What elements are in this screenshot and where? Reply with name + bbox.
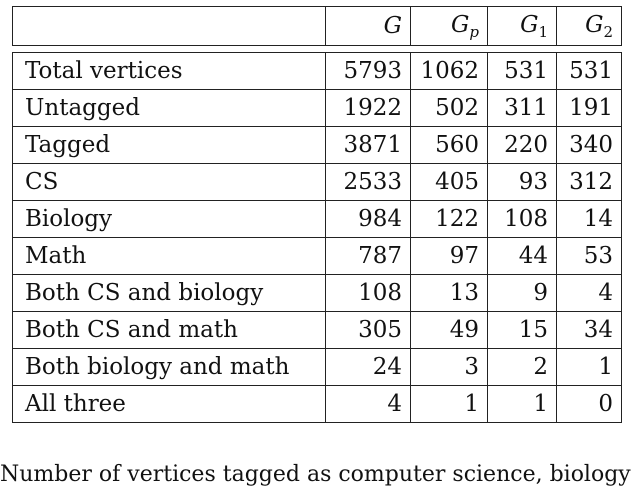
table-row (13, 90, 622, 127)
cell-g1: 9 (488, 275, 557, 312)
cell-gp: 560 (411, 127, 488, 164)
header-g2-subscript: 2 (603, 22, 613, 41)
cell-g2: 34 (557, 312, 622, 349)
cell-g: 2533 (326, 164, 411, 201)
table-row (13, 127, 622, 164)
cell-g1: 1 (488, 386, 557, 423)
cell-gp: 1 (411, 386, 488, 423)
header-gp (411, 7, 488, 46)
header-g1-symbol: G (520, 11, 539, 38)
cell-g1: 44 (488, 238, 557, 275)
cell-g2: 340 (557, 127, 622, 164)
cell-g2: 53 (557, 238, 622, 275)
row-label: Both CS and math (13, 312, 326, 349)
row-label: Both biology and math (13, 349, 326, 386)
header-g1-subscript: 1 (538, 22, 548, 41)
header-g1 (488, 7, 557, 46)
header-gp-subscript: p (469, 22, 479, 41)
table-row (13, 275, 622, 312)
cell-g2: 191 (557, 90, 622, 127)
cell-g2: 14 (557, 201, 622, 238)
table-row (13, 201, 622, 238)
row-label: Biology (13, 201, 326, 238)
table-row (13, 53, 622, 90)
table-caption: Number of vertices tagged as computer science, biology (0, 462, 631, 487)
header-g (326, 7, 411, 46)
header-gp-symbol: G (451, 11, 470, 38)
header-gap (13, 46, 622, 53)
header-g-symbol: G (383, 13, 402, 39)
cell-g1: 108 (488, 201, 557, 238)
row-label: Untagged (13, 90, 326, 127)
row-label: Math (13, 238, 326, 275)
cell-gp: 1062 (411, 53, 488, 90)
cell-gp: 13 (411, 275, 488, 312)
cell-gp: 49 (411, 312, 488, 349)
row-label: Total vertices (13, 53, 326, 90)
header-g2-symbol: G (585, 11, 604, 38)
cell-g2: 312 (557, 164, 622, 201)
cell-g: 24 (326, 349, 411, 386)
header-corner (13, 7, 326, 46)
cell-g2: 1 (557, 349, 622, 386)
cell-g1: 2 (488, 349, 557, 386)
table-row (13, 164, 622, 201)
row-label: All three (13, 386, 326, 423)
cell-gp: 502 (411, 90, 488, 127)
table-row (13, 238, 622, 275)
cell-gp: 122 (411, 201, 488, 238)
cell-gp: 3 (411, 349, 488, 386)
cell-g: 305 (326, 312, 411, 349)
cell-gp: 405 (411, 164, 488, 201)
header-g2 (557, 7, 622, 46)
cell-g2: 531 (557, 53, 622, 90)
cell-g: 4 (326, 386, 411, 423)
row-label: Tagged (13, 127, 326, 164)
cell-gp: 97 (411, 238, 488, 275)
table-row (13, 312, 622, 349)
row-label: Both CS and biology (13, 275, 326, 312)
cell-g: 787 (326, 238, 411, 275)
gap-cell (13, 46, 622, 53)
cell-g1: 93 (488, 164, 557, 201)
cell-g2: 4 (557, 275, 622, 312)
header-row (13, 7, 622, 46)
cell-g: 1922 (326, 90, 411, 127)
cell-g1: 311 (488, 90, 557, 127)
cell-g1: 15 (488, 312, 557, 349)
row-label: CS (13, 164, 326, 201)
cell-g2: 0 (557, 386, 622, 423)
cell-g1: 531 (488, 53, 557, 90)
cell-g: 5793 (326, 53, 411, 90)
vertex-count-table (12, 6, 622, 423)
cell-g: 108 (326, 275, 411, 312)
cell-g: 984 (326, 201, 411, 238)
cell-g1: 220 (488, 127, 557, 164)
table-row (13, 349, 622, 386)
table-row (13, 386, 622, 423)
cell-g: 3871 (326, 127, 411, 164)
